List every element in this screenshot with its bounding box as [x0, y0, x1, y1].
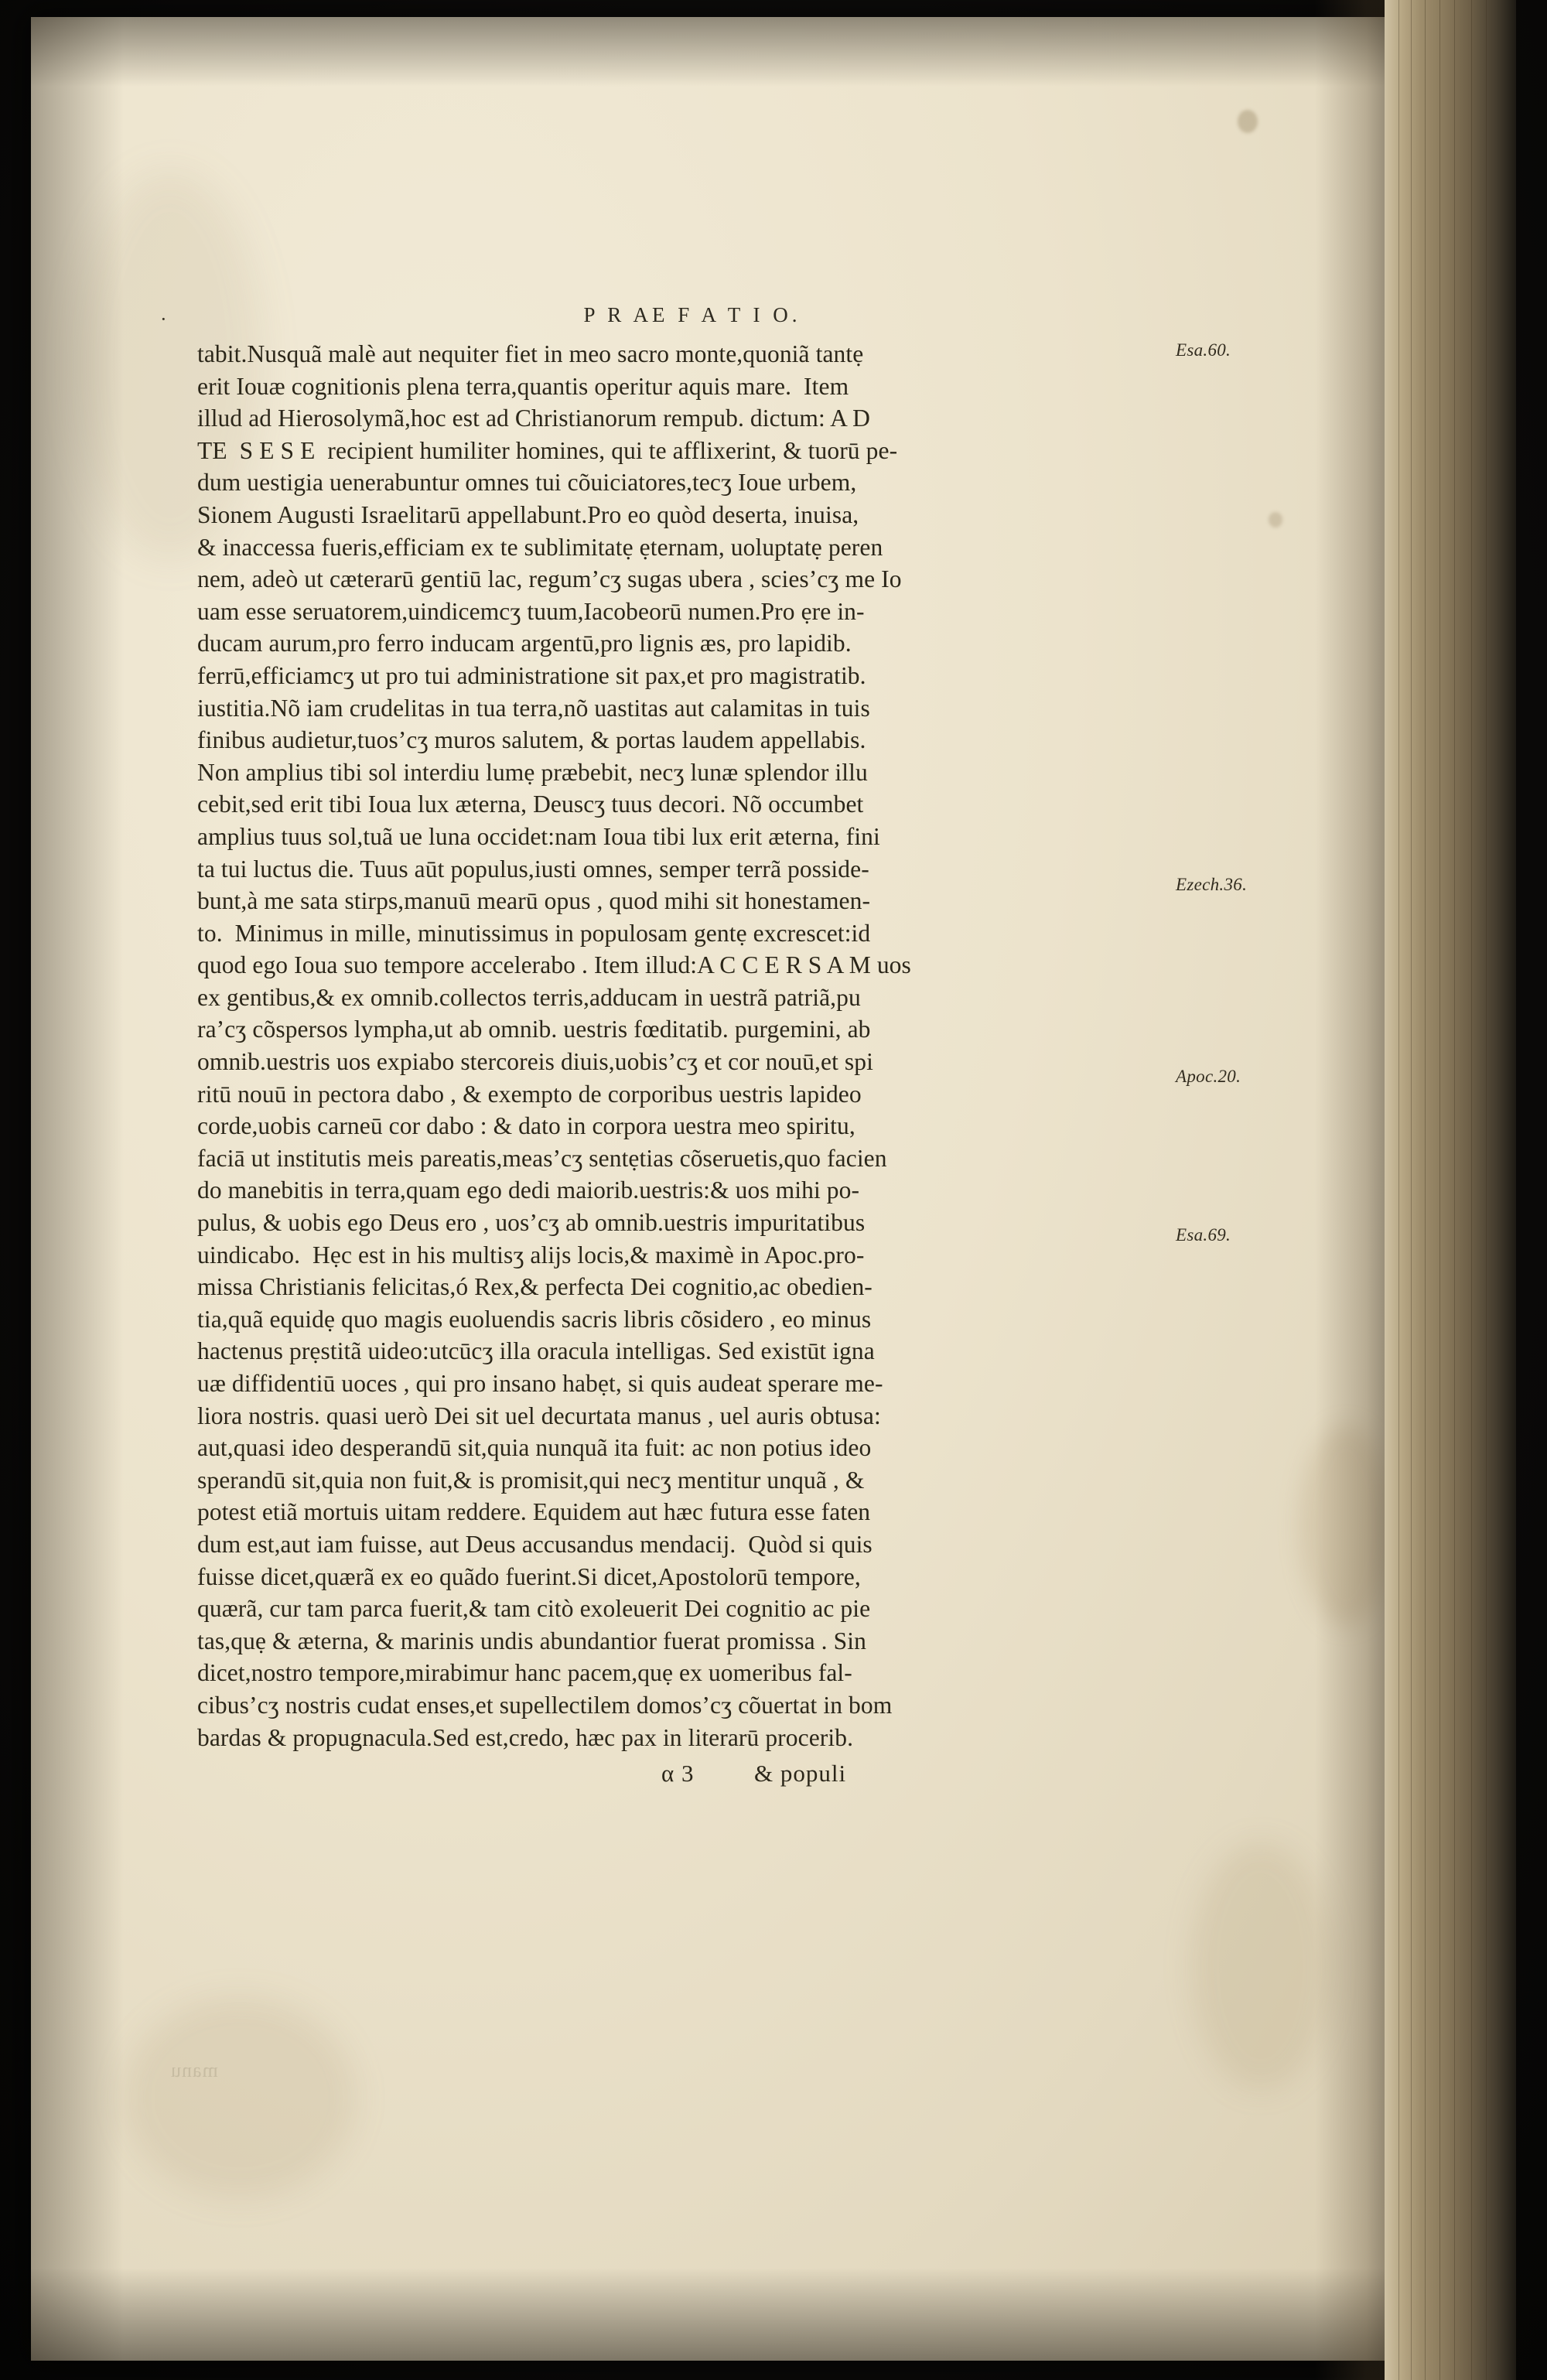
- text-line: ta tui luctus die. Tuus aūt populus,iusti omnes, semper terrã posside‐: [197, 855, 869, 883]
- text-line: Non amplius tibi sol interdiu lumẹ præbebit, necʒ lunæ splendor illu: [197, 758, 868, 786]
- text-line: sperandū sit,quia non fuit,& is promisit,qui necʒ mentitur unquã , &: [197, 1466, 865, 1494]
- signature-line: [197, 1760, 1156, 1788]
- paper-stain: [1191, 1842, 1330, 2090]
- text-line: faciā ut institutis meis pareatis,meas’cʒ sentẹtias cõseruetis,quo facien: [197, 1144, 887, 1172]
- text-line: uam esse seruatorem,uindicemcʒ tuum,Iacobeorū numen.Pro ẹre in‐: [197, 597, 865, 625]
- text-line: to. Minimus in mille, minutissimus in populosam gentẹ excrescet:id: [197, 919, 871, 947]
- paper-stain: [1299, 1425, 1392, 1626]
- text-line: fuisse dicet,quærã ex eo quãdo fuerint.Si dicet,Apostolorū tempore,: [197, 1562, 861, 1590]
- paper-stain: [124, 1997, 356, 2198]
- running-head: P R AE F A T I O.: [583, 303, 801, 326]
- text-line: pulus, & uobis ego Deus ero , uos’cʒ ab omnib.uestris impuritatibus: [197, 1209, 866, 1237]
- text-line: ra’cʒ cõspersos lympha,ut ab omnib. uestris fœditatib. purgemini, ab: [197, 1016, 871, 1043]
- text-line: bardas & propugnacula.Sed est,credo, hæc pax in literarū procerib.: [197, 1723, 854, 1751]
- page-edge-line: [1471, 0, 1472, 2380]
- text-line: aut,quasi ideo desperandū sit,quia nunquã ita fuit: ac non potius ideo: [197, 1434, 872, 1462]
- text-line: erit Iouæ cognitionis plena terra,quantis operitur aquis mare. Item: [197, 372, 849, 400]
- margin-note: Ezech.36.: [1176, 875, 1248, 894]
- text-line: Sionem Augusti Israelitarū appellabunt.Pro eo quòd deserta, inuisa,: [197, 500, 859, 528]
- text-line: bunt,à me sata stirps,manuū mearū opus , quod mihi sit honestamen‐: [197, 887, 871, 915]
- text-line: potest etiã mortuis uitam reddere. Equidem aut hæc futura esse faten: [197, 1498, 871, 1526]
- text-line: corde,uobis carneū cor dabo : & dato in corpora uestra meo spiritu,: [197, 1112, 855, 1140]
- text-line: quærã, cur tam parca fuerit,& tam citò exoleuerit Dei cognitio ac pie: [197, 1595, 871, 1623]
- text-line: uindicabo. Hẹc est in his multisʒ alijs locis,& maximè in Apoc.pro‐: [197, 1241, 865, 1269]
- text-line: do manebitis in terra,quam ego dedi maiorib.uestris:& uos mihi po‐: [197, 1176, 860, 1204]
- margin-note: Esa.69.: [1176, 1225, 1231, 1245]
- margin-note: Esa.60.: [1176, 340, 1231, 360]
- book-fore-edge: [1385, 0, 1516, 2380]
- text-line: cebit,sed erit tibi Ioua lux æterna, Deuscʒ tuus decori. Nõ occumbet: [197, 790, 864, 818]
- text-line: nem, adeò ut cæterarū gentiū lac, regum’cʒ sugas ubera , scies’cʒ me Io: [197, 565, 902, 593]
- text-line: ritū nouū in pectora dabo , & exempto de corporibus uestris lapideo: [197, 1080, 862, 1108]
- text-line: dicet,nostro tempore,mirabimur hanc pacem,quẹ ex uomeribus fal‐: [197, 1659, 852, 1687]
- text-line: uæ diffidentiū uoces , qui pro insano habẹt, si quis audeat sperare me‐: [197, 1370, 883, 1397]
- text-line: illud ad Hierosolymã,hoc est ad Christianorum rempub. dictum: A D: [197, 405, 870, 432]
- body-text: [197, 338, 1156, 1753]
- text-line: tabit.Nusquã malè aut nequiter fiet in meo sacro monte,quoniã tantẹ: [197, 340, 864, 367]
- text-line: ex gentibus,& ex omnib.collectos terris,adducam in uestrã patriã,pu: [197, 983, 861, 1011]
- paper-stain: [1269, 512, 1282, 528]
- page-edge-line: [1486, 0, 1487, 2380]
- margin-note: Apoc.20.: [1176, 1067, 1241, 1086]
- bottom-edge-shadow: [31, 2268, 1423, 2361]
- text-line: omnib.uestris uos expiabo stercoreis diuis,uobis’cʒ et cor nouū,et spi: [197, 1048, 873, 1076]
- text-column: [160, 303, 1248, 1788]
- text-line: amplius tuus sol,tuã ue luna occidet:nam Ioua tibi lux erit æterna, fini: [197, 822, 880, 850]
- text-line: tia,quã equidẹ quo magis euoluendis sacris libris cõsidero , eo minus: [197, 1305, 872, 1333]
- show-through-text: manu: [170, 2059, 218, 2081]
- text-line: missa Christianis felicitas,ó Rex,& perfecta Dei cognitio,ac obedien‐: [197, 1273, 873, 1301]
- text-line: finibus audietur,tuos’cʒ muros salutem, & portas laudem appellabis.: [197, 726, 866, 754]
- text-line: ferrū,efficiamcʒ ut pro tui administratione sit pax,et pro magistratib.: [197, 661, 866, 689]
- text-line: liora nostris. quasi uerò Dei sit uel decurtata manus , uel auris obtusa:: [197, 1402, 881, 1429]
- text-line: TE S E S E recipient humiliter homines, qui te afflixerint, & tuorū pe‐: [197, 436, 898, 464]
- page-edge-line: [1425, 0, 1426, 2380]
- text-line: ducam aurum,pro ferro inducam argentū,pro lignis æs, pro lapidib.: [197, 630, 852, 657]
- paper-leaf: [31, 17, 1423, 2361]
- signature-mark: α 3: [661, 1760, 695, 1788]
- text-line: cibus’cʒ nostris cudat enses,et supellectilem domos’cʒ cõuertat in bom: [197, 1691, 893, 1719]
- text-line: iustitia.Nõ iam crudelitas in tua terra,nõ uastitas aut calamitas in tuis: [197, 694, 870, 722]
- text-line: quod ego Ioua suo tempore accelerabo . Item illud:A C C E R S A M uos: [197, 951, 911, 979]
- top-edge-shadow: [31, 17, 1423, 87]
- text-line: tas,quẹ & æterna, & marinis undis abundantior fuerat promissa . Sin: [197, 1627, 866, 1654]
- marginal-bullet-mark: ·: [160, 308, 167, 330]
- text-line: dum est,aut iam fuisse, aut Deus accusandus mendacij. Quòd si quis: [197, 1530, 873, 1558]
- page-edge-line: [1398, 0, 1399, 2380]
- page-edge-line: [1454, 0, 1455, 2380]
- catchword: & populi: [754, 1760, 847, 1788]
- left-edge-shadow: [31, 17, 124, 2361]
- paper-stain: [1238, 110, 1258, 133]
- text-line: dum uestigia uenerabuntur omnes tui cõuiciatores,tecʒ Ioue urbem,: [197, 469, 857, 497]
- page-edge-line: [1411, 0, 1412, 2380]
- text-line: & inaccessa fueris,efficiam ex te sublimitatẹ ẹternam, uoluptatẹ peren: [197, 533, 883, 561]
- text-line: hactenus prẹstitã uideo:utcūcʒ illa oracula intelligas. Sed existūt igna: [197, 1337, 875, 1365]
- page-edge-line: [1439, 0, 1440, 2380]
